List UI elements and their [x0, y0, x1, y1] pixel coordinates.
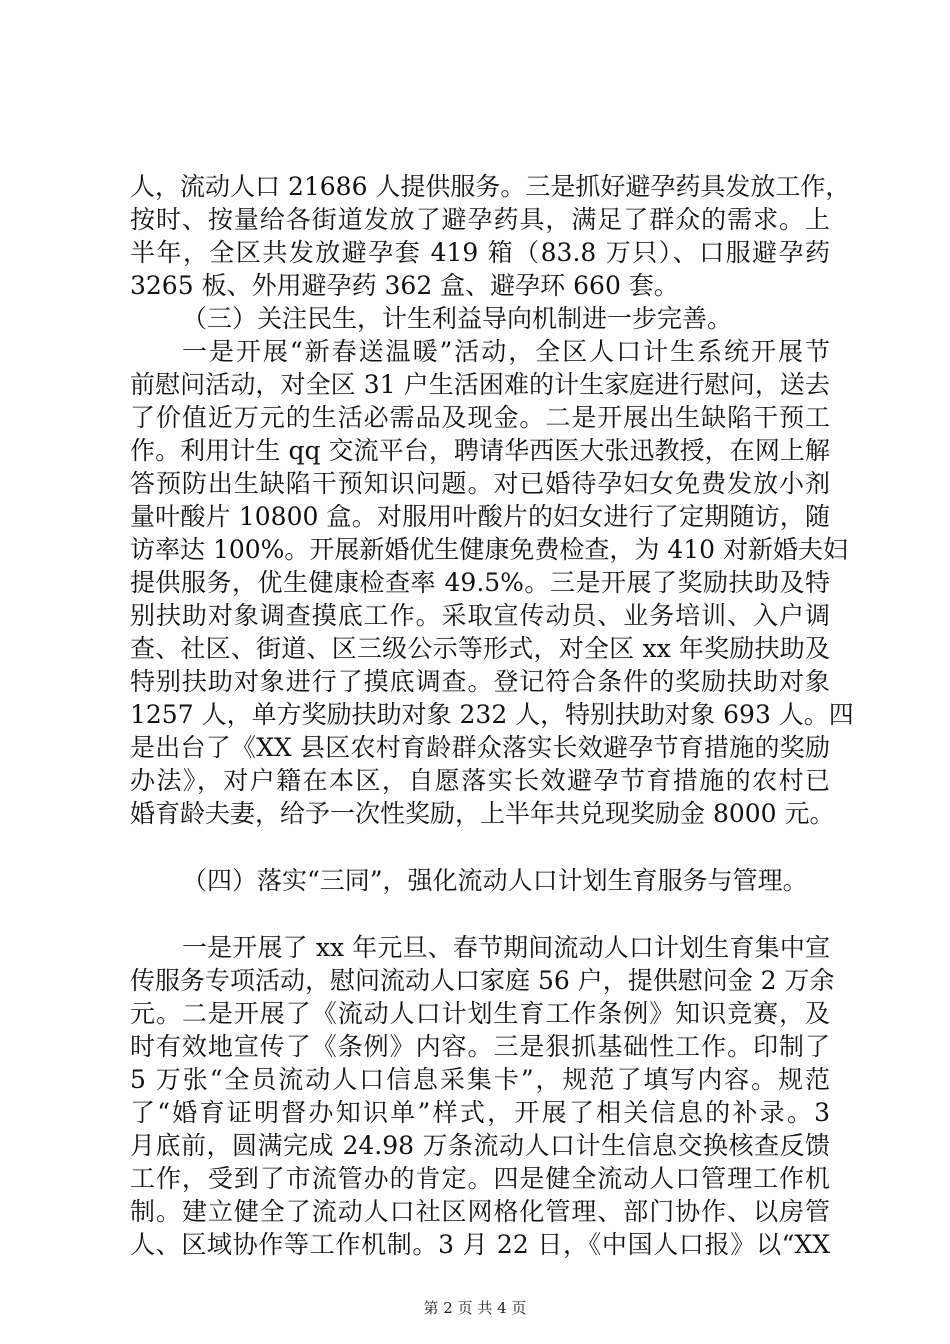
text-line: 办法》，对户籍在本区，自愿落实长效避孕节育措施的农村已 — [130, 766, 830, 795]
text-line: 工作，受到了市流管办的肯定。四是健全流动人口管理工作机 — [130, 1164, 830, 1193]
text-line: 婚育龄夫妻，给予一次性奖励，上半年共兑现奖励金 8000 元。 — [130, 799, 835, 828]
text-line: 时有效地宣传了《条例》内容。三是狠抓基础性工作。印制了 — [130, 1032, 830, 1061]
text-line: 特别扶助对象进行了摸底调查。登记符合条件的奖励扶助对象 — [130, 667, 830, 696]
text-line: 人、区域协作等工作机制。3 月 22 日，《中国人口报》以“XX — [130, 1230, 830, 1259]
text-line: 查、社区、街道、区三级公示等形式，对全区 xx 年奖励扶助及 — [130, 634, 830, 663]
text-line: 了“婚育证明督办知识单”样式，开展了相关信息的补录。3 — [130, 1098, 830, 1127]
text-line: 访率达 100%。开展新婚优生健康免费检查，为 410 对新婚夫妇 — [130, 535, 849, 564]
text-line: 人，流动人口 21686 人提供服务。三是抓好避孕药具发放工作， — [130, 172, 851, 201]
text-line: 按时、按量给各街道发放了避孕药具，满足了群众的需求。上 — [130, 205, 830, 234]
text-line: 别扶助对象调查摸底工作。采取宣传动员、业务培训、入户调 — [130, 601, 830, 630]
text-line: 元。二是开展了《流动人口计划生育工作条例》知识竞赛，及 — [130, 999, 830, 1028]
section-heading: （四）落实“三同”，强化流动人口计划生育服务与管理。 — [182, 866, 808, 895]
text-line: 传服务专项活动，慰问流动人口家庭 56 户，提供慰问金 2 万余 — [130, 966, 835, 995]
text-line: 一是开展了 xx 年元旦、春节期间流动人口计划生育集中宣 — [182, 933, 830, 962]
text-line: 答预防出生缺陷干预知识问题。对已婚待孕妇女免费发放小剂 — [130, 469, 830, 498]
text-line: 一是开展“新春送温暖”活动，全区人口计生系统开展节 — [182, 337, 830, 366]
text-line: 制。建立健全了流动人口社区网格化管理、部门协作、以房管 — [130, 1197, 830, 1226]
text-line: 是出台了《XX 县区农村育龄群众落实长效避孕节育措施的奖励 — [130, 733, 830, 762]
text-line: 半年，全区共发放避孕套 419 箱（83.8 万只）、口服避孕药 — [130, 238, 830, 267]
section-heading: （三）关注民生，计生利益导向机制进一步完善。 — [182, 304, 733, 333]
text-line: 1257 人，单方奖励扶助对象 232 人，特别扶助对象 693 人。四 — [130, 700, 854, 729]
text-line: 作。利用计生 qq 交流平台，聘请华西医大张迅教授，在网上解 — [130, 436, 830, 465]
text-line: 了价值近万元的生活必需品及现金。二是开展出生缺陷干预工 — [130, 403, 830, 432]
text-line: 5 万张“全员流动人口信息采集卡”，规范了填写内容。规范 — [130, 1065, 830, 1094]
text-line: 3265 板、外用避孕药 362 盒、避孕环 660 套。 — [130, 271, 679, 300]
text-line: 量叶酸片 10800 盒。对服用叶酸片的妇女进行了定期随访，随 — [130, 502, 830, 531]
text-line: 提供服务，优生健康检查率 49.5%。三是开展了奖励扶助及特 — [130, 568, 830, 597]
text-line: 月底前，圆满完成 24.98 万条流动人口计生信息交换核查反馈 — [130, 1131, 830, 1160]
text-line: 前慰问活动，对全区 31 户生活困难的计生家庭进行慰问，送去 — [130, 370, 830, 399]
page-number-footer: 第 2 页 共 4 页 — [423, 1299, 527, 1317]
